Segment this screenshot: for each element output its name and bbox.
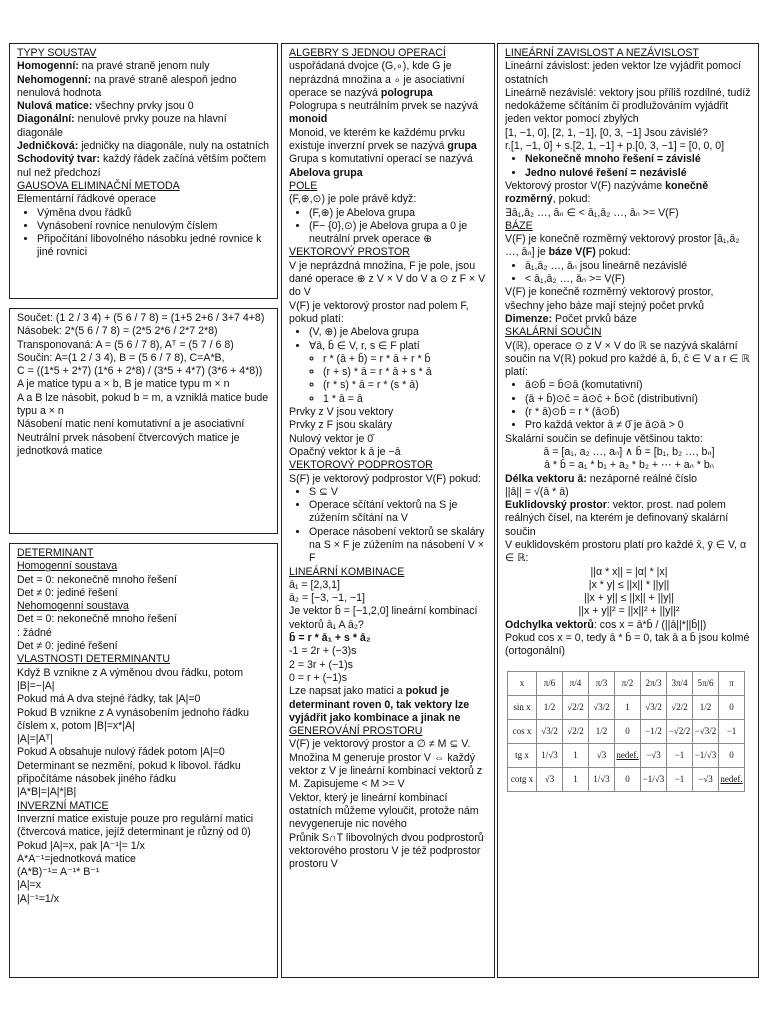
bold-term: báze V(F) [548, 246, 596, 259]
text: (F,⊕,⊙) je pole právě když: [289, 193, 417, 206]
bold-term: Délka vektoru ā: [505, 472, 587, 485]
section-heading [505, 47, 753, 60]
bullet-list [505, 260, 753, 287]
text-line [17, 667, 272, 694]
text-line [17, 879, 272, 892]
text: Je vektor b̄ = [−1,2,0] lineární kombinací vektorů ā₁ A ā₂? [289, 605, 478, 631]
text: S(F) je vektorový podprostor V(F) pokud: [289, 472, 481, 485]
trig-cell: −√3/2 [693, 719, 719, 743]
text-line [289, 645, 489, 658]
text: Pokud A obsahuje nulový řádek potom |A|=0 [17, 746, 225, 759]
text-line [17, 325, 272, 338]
text-line [17, 365, 272, 378]
text: A je matice typu a × b, B je matice typu m × n [17, 378, 230, 391]
list-item: ◦ (r + s) * ā = r * ā + s * ā [323, 366, 489, 379]
bold-term: pokud je determinant roven 0, tak vektory lze vyjádřit jako kombinace a jinak ne [289, 685, 470, 724]
trig-cell: √3/2 [537, 719, 563, 743]
bullet-list [289, 326, 489, 353]
text: Průnik S∩T libovolných dvou podprostorů vektorového prostoru V je též podprostor prostoru V [289, 831, 484, 871]
text: Monoid, ve kterém ke každému prvku existuje inverzní prvek se nazývá [289, 126, 466, 153]
text: uspořádaná dvojce (G,∘), kde G je neprázdná množina a ∘ je asociativní operace se nazývá [289, 60, 465, 99]
text-line [289, 419, 489, 432]
trig-header-cell: π [719, 671, 745, 695]
text-line [505, 207, 753, 220]
bold-term: Jedničková: [17, 140, 79, 153]
text: C = ((1*5 + 2*7) (1*6 + 2*8) / (3*5 + 4*7) (3*6 + 4*8)) [17, 365, 263, 378]
bold-term: grupa [447, 140, 477, 153]
text: Vektor, který je lineární kombinací ostatních můžeme vyloučit, protože nám nevygeneruje nic nového [289, 791, 479, 831]
text: Neutrální prvek násobení čtvercových matice je jednotková matice [17, 431, 240, 457]
list-item: • Operace násobení vektorů se skaláry na S × F je zúžením na násobení V × F [309, 526, 489, 566]
text-line [17, 352, 272, 365]
list-item: • Operace sčítání vektorů na S je zúžením sčítání na V [309, 499, 489, 526]
trig-header-cell: x [508, 671, 537, 695]
text: |A|=x [17, 879, 42, 892]
list-item: • Výměna dvou řádků [37, 207, 272, 220]
text: Nehomogenní soustava [17, 600, 129, 613]
text: |A|=|Aᵀ| [17, 733, 53, 746]
text: : cos x = ā*b̄ / (||ā||*||b̄||) [593, 618, 707, 631]
text: V(F) je vektorový prostor a ∅ ≠ M ⊆ V. Množina M generuje prostor V ⇔ každý vektor z V je lineární kombinací vektorů z M. Zapisujeme < M >= V [289, 738, 483, 791]
text-line [17, 893, 272, 906]
text-line [289, 433, 489, 446]
text-line [289, 60, 489, 100]
text: ā₂ = [−3, −1, −1] [289, 592, 365, 605]
text-line [17, 574, 272, 587]
text-line [17, 339, 272, 352]
trig-cell: tg x [508, 743, 537, 767]
trig-cell: −1 [667, 743, 693, 767]
trig-header-cell: 2π/3 [641, 671, 667, 695]
bullet-list [289, 207, 489, 247]
trig-cell: √2/2 [563, 695, 589, 719]
text-line [289, 579, 489, 592]
text: VLASTNOSTI DETERMINANTU [17, 653, 171, 666]
bold-term: Homogenní: [17, 60, 79, 73]
trig-cell: 1/√3 [537, 743, 563, 767]
text-line [17, 627, 272, 640]
section-heading [289, 47, 489, 60]
text: Pokud cos x = 0, tedy ā * b̄ = 0, tak ā a b̄ jsou kolmé (ortogonální) [505, 632, 750, 658]
text: Det = 0: nekonečně mnoho řešení [17, 613, 177, 626]
text-line [17, 432, 272, 459]
trig-header-cell: 5π/6 [693, 671, 719, 695]
trig-cell: 1 [563, 767, 589, 791]
box-algebra-vector-space [281, 43, 495, 978]
trig-row [508, 719, 745, 743]
text: Když B vznikne z A výměnou dvou řádku, potom |B|=−|A| [17, 666, 244, 692]
text: Determinant se nezmění, pokud k libovol. řádku připočítáme násobek jiného řádku [17, 759, 241, 786]
list-item: • Nekonečně mnoho řešení = závislé [525, 153, 753, 166]
text: na pravé straně alespoň jedno nenulová hodnota [17, 73, 237, 99]
box-types-gauss [9, 43, 278, 299]
text: Prvky z F jsou skaláry [289, 419, 393, 432]
text-line [17, 140, 272, 153]
list-item: • Pro každá vektor ā ≠ 0̄ je ā⊙ā > 0 [525, 419, 753, 432]
list-item: ◦ r * (ā + b̄) = r * ā + r * b̄ [323, 353, 489, 366]
text-line [289, 260, 489, 300]
list-item: • (F,⊕) je Abelova grupa [309, 207, 489, 220]
bold-term: Abelova grupa [289, 166, 363, 179]
text-line [17, 378, 272, 391]
trig-header-cell: 3π/4 [667, 671, 693, 695]
list-item: • Připočítání libovolného násobku jedné rovnice k jiné rovnici [37, 233, 272, 260]
text: BÁZE [505, 219, 533, 232]
text-line [289, 446, 489, 459]
text-line [505, 632, 753, 659]
trig-cell: −√3 [693, 767, 719, 791]
section-heading [17, 180, 272, 193]
trig-row [508, 743, 745, 767]
text: Pokud B vznikne z A vynásobením jednoho řádku číslem x, potom |B|=x*|A| [17, 706, 250, 732]
trig-table-wrap [507, 671, 753, 792]
text-line [289, 832, 489, 872]
section-heading [505, 220, 753, 233]
text: Lineární závislost: jeden vektor lze vyjádřit pomocí ostatních [505, 60, 742, 86]
text-line [505, 286, 753, 313]
trig-cell: 1/2 [537, 695, 563, 719]
text-line [289, 685, 489, 725]
trig-table [507, 671, 745, 792]
text-line [289, 406, 489, 419]
text-line [17, 74, 272, 101]
trig-cell: 0 [615, 719, 641, 743]
trig-cell: −√3 [641, 743, 667, 767]
list-item: ◦ (r * s) * ā = r * (s * ā) [323, 379, 489, 392]
list-item: • (ā + b̄)⊙c̄ = ā⊙c̄ + b̄⊙c̄ (distributivní) [525, 393, 753, 406]
section-heading [289, 566, 489, 579]
bold-term: konečně rozměrný [505, 179, 709, 206]
section-heading [17, 800, 272, 813]
trig-cell: cotg x [508, 767, 537, 791]
text: Součet: (1 2 / 3 4) + (5 6 / 7 8) = (1+5 2+6 / 3+7 4+8) [17, 312, 265, 324]
text: VEKTOROVÝ PROSTOR [289, 246, 410, 259]
text-line: ā = [a₁, a₂ …, aₙ] ∧ b̄ = [b₁, b₂ …, bₙ] [543, 445, 715, 458]
text: Vektorový prostor V(F) nazýváme [505, 179, 666, 192]
text: V(F) je konečně rozměrný vektorový prostor [ā₁,ā₂ …, āₙ] je [505, 233, 740, 259]
list-item: • (F− {0},⊙) je Abelova grupa a 0 je neutrální prvek operace ⊕ [309, 220, 489, 247]
text: V(F) je konečně rozměrný vektorový prostor, všechny jeho báze mají stejný počet prvků [505, 286, 714, 312]
text: VEKTOROVÝ PODPROSTOR [289, 459, 433, 472]
trig-cell: −1/√3 [693, 743, 719, 767]
bold-term: Euklidovský prostor [505, 499, 607, 512]
text-line [17, 100, 272, 113]
text: Grupa s komutativní operací se nazývá [289, 153, 473, 166]
trig-header-cell: π/6 [537, 671, 563, 695]
trig-cell: nedef. [719, 767, 745, 791]
list-item: • < ā₁,ā₂ …, āₙ >= V(F) [525, 273, 753, 286]
bold-term: Nulová matice: [17, 100, 93, 113]
text-line [289, 193, 489, 206]
text-line [505, 60, 753, 87]
text-line [505, 233, 753, 260]
trig-cell: √2/2 [667, 695, 693, 719]
text: A*A⁻¹=jednotková matice [17, 852, 136, 865]
list-item: • ā₁,ā₂ …, āₙ jsou lineárně nezávislé [525, 260, 753, 273]
text: ALGEBRY S JEDNOU OPERACÍ [289, 47, 446, 59]
text-line [289, 632, 489, 645]
text-line [17, 786, 272, 799]
text: Násobek: 2*(5 6 / 7 8) = (2*5 2*6 / 2*7 2*8) [17, 325, 218, 338]
text-line [17, 418, 272, 431]
text: nenulové prvky pouze na hlavní diagonále [17, 113, 227, 139]
bullet-list [505, 153, 753, 180]
bullet-list [289, 353, 489, 406]
trig-cell: cos x [508, 719, 537, 743]
trig-row [508, 695, 745, 719]
text-line [17, 587, 272, 600]
trig-cell: 1/2 [693, 695, 719, 719]
text-line [505, 539, 753, 566]
text-line [17, 840, 272, 853]
text: |A|⁻¹=1/x [17, 892, 60, 905]
text: ∃ā₁,ā₂ …, āₙ ∈ < ā₁,ā₂ …, āₙ >= V(F) [505, 206, 679, 219]
text-line [505, 140, 753, 153]
section-heading [289, 180, 489, 193]
section-heading [17, 600, 272, 613]
bold-term: Diagonální: [17, 113, 75, 126]
text-line [17, 613, 272, 626]
text: LINEÁRNÍ ZAVISLOST A NEZÁVISLOST [505, 47, 699, 59]
text: V je neprázdná množina, F je pole, jsou dané operace ⊕ z V × V do V a ⊙ z F × V do V [289, 259, 486, 299]
section-heading [289, 246, 489, 259]
trig-cell: −1/2 [641, 719, 667, 743]
text: Inverzní matice existuje pouze pro regulární matici (čtvercová matice, jejíž determinant je různý od 0) [17, 812, 254, 839]
text: jedničky na diagonále, nuly na ostatních [78, 140, 270, 153]
text-line [505, 433, 753, 446]
text: Prvky z V jsou vektory [289, 406, 394, 419]
trig-cell: 1/2 [589, 719, 615, 743]
trig-cell: sin x [508, 695, 537, 719]
bold-term: Odchylka vektorů [505, 618, 594, 631]
trig-header-row [508, 671, 745, 695]
text-line [289, 473, 489, 486]
text-line [289, 792, 489, 832]
text-line [289, 672, 489, 685]
text-line [17, 312, 272, 325]
trig-cell: √2/2 [563, 719, 589, 743]
text-line [505, 313, 753, 326]
text: všechny prvky jsou 0 [92, 100, 194, 113]
text: V(F) je vektorový prostor nad polem F, pokud platí: [289, 299, 469, 325]
text-line [289, 300, 489, 327]
text: -1 = 2r + (−3)s [289, 645, 357, 658]
text: V euklidovském prostoru platí pro každé x̄, ȳ ∈ V, α ∈ ℝ: [505, 538, 747, 565]
text: Pologrupa s neutrálním prvek se nazývá [289, 100, 479, 113]
text-line [289, 659, 489, 672]
text-line [17, 733, 272, 746]
text: , pokud: [552, 193, 591, 206]
bold-term: pologrupa [380, 86, 433, 99]
trig-cell: −1 [719, 719, 745, 743]
text-line [17, 866, 272, 879]
text: Det = 0: nekonečně mnoho řešení [17, 573, 177, 586]
text: Transponovaná: A = (5 6 / 7 8), Aᵀ = (5 7 / 6 8) [17, 338, 234, 351]
text: POLE [289, 179, 318, 192]
text: Skalární součin se definuje většinou takto: [505, 432, 703, 445]
bullet-list [505, 379, 753, 432]
trig-cell: −1/√3 [641, 767, 667, 791]
text: (A*B)⁻¹= A⁻¹* B⁻¹ [17, 866, 100, 879]
text-line [505, 499, 753, 539]
list-item: • (V, ⊕) je Abelova grupa [309, 326, 489, 339]
bold-term: Dimenze: [505, 312, 553, 325]
text-line [505, 619, 753, 632]
text-line [17, 813, 272, 840]
text: na pravé straně jenom nuly [78, 60, 210, 73]
text: [1, −1, 0], [2, 1, −1], [0, 3, −1] Jsou závislé? [505, 126, 708, 139]
text-line [289, 605, 489, 632]
trig-cell: √3 [589, 743, 615, 767]
text: SKALÁRNÍ SOUČIN [505, 326, 602, 339]
trig-cell: −√2/2 [667, 719, 693, 743]
text: |A*B|=|A|*|B| [17, 786, 77, 799]
text-line: ||α * x|| = |α| * |x| [590, 565, 668, 578]
text: GENEROVÁNÍ PROSTORU [289, 725, 423, 738]
text: DETERMINANT [17, 547, 94, 559]
text: Počet prvků báze [552, 312, 637, 325]
text: : žádné [17, 626, 52, 639]
section-heading [17, 560, 272, 573]
text: pokud: [595, 246, 631, 259]
text: Pokud |A|=x, pak |A⁻¹|= 1/x [17, 839, 145, 852]
text-line [505, 127, 753, 140]
text-line [289, 100, 489, 127]
text-line [505, 87, 753, 127]
text: TYPY SOUSTAV [17, 47, 97, 59]
text-line [289, 738, 489, 791]
text: Nulový vektor je 0̄ [289, 432, 374, 445]
text-line [505, 486, 753, 499]
text: GAUSOVA ELIMINAČNÍ METODA [17, 179, 180, 192]
text-line [17, 153, 272, 180]
list-item: • Vynásobení rovnice nenulovým číslem [37, 220, 272, 233]
list-item: • ā⊙b̄ = b̄⊙ā (komutativní) [525, 379, 753, 392]
text: Násobení matic není komutativní a je asociativní [17, 418, 245, 431]
section-heading [17, 47, 272, 60]
text-line [289, 127, 489, 154]
text: A a B lze násobit, pokud b = m, a vzniklá matice bude typu a × n [17, 391, 269, 418]
text-line [17, 853, 272, 866]
text-line [505, 340, 753, 380]
text: Homogenní soustava [17, 560, 118, 573]
trig-cell: √3 [537, 767, 563, 791]
text-line [505, 473, 753, 486]
text-line: |x * y| ≤ ||x|| * ||y|| [588, 578, 670, 591]
trig-cell: 0 [719, 695, 745, 719]
text-line [505, 180, 753, 207]
text-line [17, 113, 272, 140]
text-line: ||x + y|| ≤ ||x|| + ||y|| [583, 592, 675, 605]
bold-term: Schodovitý tvar: [17, 153, 101, 166]
text-line [17, 60, 272, 73]
text: Det ≠ 0: jediné řešení [17, 586, 118, 599]
text: 0 = r + (−1)s [289, 671, 347, 684]
text-line [17, 193, 272, 206]
bold-term: monoid [289, 113, 328, 126]
text-line: ā * b̄ = a₁ * b₁ + a₂ * b₂ + ⋯ + aₙ * bₙ [544, 459, 714, 472]
text: r.[1, −1, 0] + s.[2, 1, −1] + p.[0, 3, −1] = [0, 0, 0] [505, 140, 725, 153]
trig-cell: 0 [615, 767, 641, 791]
text: ||ā|| = √(ā * ā) [505, 485, 569, 498]
trig-header-cell: π/3 [589, 671, 615, 695]
text-line [289, 153, 489, 180]
section-heading [17, 547, 272, 560]
text: INVERZNÍ MATICE [17, 799, 109, 812]
box-linear-dependence [497, 43, 759, 978]
section-heading [289, 459, 489, 472]
trig-cell: 0 [719, 743, 745, 767]
list-item: • Jedno nulové řešení = nezávislé [525, 167, 753, 180]
text: V(ℝ), operace ⊙ z V × V do ℝ se nazývá skalární součin na V(ℝ) pokud pro každé ā, b̄, c̄ ∈ V a r ∈ ℝ platí: [505, 339, 750, 379]
text: Opačný vektor k ā je −ā [289, 445, 401, 458]
text: Pokud má A dva stejné řádky, tak |A|=0 [17, 693, 201, 706]
trig-cell: −1 [667, 767, 693, 791]
bullet-list [17, 207, 272, 260]
bold-term: Nehomogenní: [17, 73, 92, 86]
trig-cell: √3/2 [589, 695, 615, 719]
bullet-list [289, 486, 489, 566]
text: Lze napsat jako matici a [289, 685, 406, 698]
text-line: ||x + y||² = ||x||² + ||y||² [578, 605, 680, 618]
text-line [17, 693, 272, 706]
section-heading [505, 326, 753, 339]
text: : vektor. prost. nad polem reálných čísel, na kterém je definovaný skalární součin [505, 499, 729, 538]
text: Součin: A=(1 2 / 3 4), B = (5 6 / 7 8), C=A*B, [17, 351, 225, 364]
text: 2 = 3r + (−1)s [289, 658, 353, 671]
trig-cell: nedef. [615, 743, 641, 767]
text: ā₁ = [2,3,1] [289, 578, 340, 591]
box-matrix-ops [9, 308, 278, 534]
text: b̄ = r * ā₁ + s * ā₂ [289, 632, 371, 645]
trig-cell: 1/√3 [589, 767, 615, 791]
text: LINEÁRNÍ KOMBINACE [289, 565, 405, 578]
text-line [17, 392, 272, 419]
trig-cell: 1 [563, 743, 589, 767]
trig-header-cell: π/4 [563, 671, 589, 695]
text-line [17, 746, 272, 759]
text: každý řádek začíná větším počtem nul než předchozí [17, 153, 267, 179]
text: Elementární řádkové operace [17, 193, 156, 206]
section-heading [17, 653, 272, 666]
trig-cell: √3/2 [641, 695, 667, 719]
box-determinant [9, 543, 278, 978]
trig-header-cell: π/2 [615, 671, 641, 695]
text: nezáporné reálné číslo [586, 472, 697, 485]
list-item: • ∀ā, b̄ ∈ V, r, s ∈ F platí [309, 340, 489, 353]
text: Lineárně nezávislé: vektory jsou příliš rozdílné, tudíž nedokážeme sčítáním či prodlužováním vyjádřit jeden vektor pomocí zbylých [505, 86, 751, 126]
trig-row [508, 767, 745, 791]
text: Det ≠ 0: jediné řešení [17, 640, 118, 653]
text-line [17, 760, 272, 787]
trig-cell: 1 [615, 695, 641, 719]
text-line [289, 592, 489, 605]
text-line [17, 707, 272, 734]
list-item: • S ⊆ V [309, 486, 489, 499]
section-heading [289, 725, 489, 738]
list-item: • (r * ā)⊙b̄ = r * (ā⊙b̄) [525, 406, 753, 419]
text-line [17, 640, 272, 653]
list-item: ◦ 1 * ā = ā [323, 393, 489, 406]
